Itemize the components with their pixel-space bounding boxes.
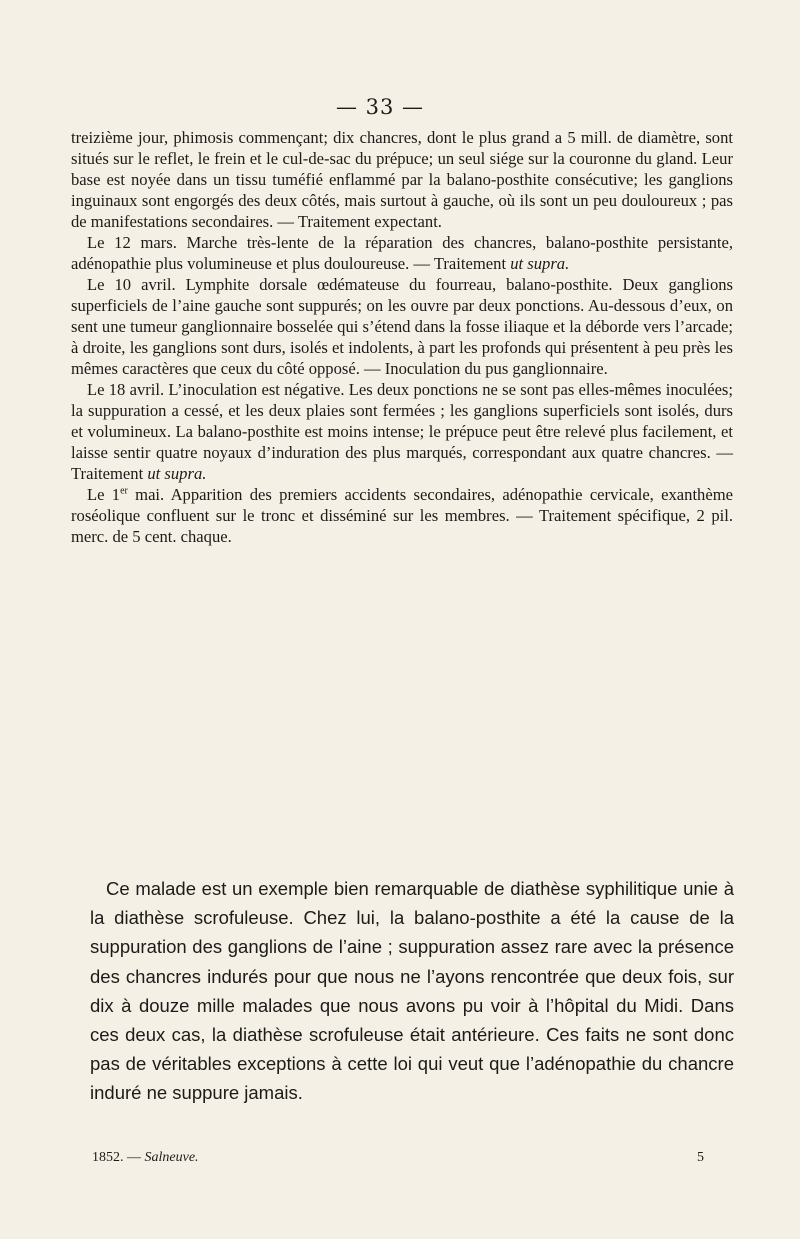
case-report [71, 127, 733, 547]
italic-ut-supra: ut supra. [510, 254, 570, 273]
footer-signature [92, 1150, 199, 1166]
ordinal-superscript: er [120, 485, 128, 497]
date-prefix: Le 1 [87, 485, 121, 504]
footer-year: 1852. — [92, 1150, 141, 1165]
footer-author: Salneuve. [144, 1150, 199, 1165]
paragraph-text: Le 18 avril. L’inoculation est négative. Les deux ponctions ne se sont pas elles-mêmes inoculées; la suppuration a cessé, et les deux plaies sont fermées ; les ganglions superficiels sont isolés, durs et volumineux. La balano-posthite est moins intense; le prépuce peut être relevé plus facilement, et laisse sentir quatre noyaux d’induration des plus marqués, correspondant aux quatre chancres. — Traitement [71, 380, 733, 483]
italic-ut-supra: ut supra. [147, 464, 207, 483]
commentary-paragraph: Ce malade est un exemple bien remarquable de diathèse syphilitique unie à la diathèse scrofuleuse. Chez lui, la balano-posthite a été la cause de la suppuration des ganglions de l’aine ; suppuration assez rare avec la présence des chancres indurés pour que nous ne l’ayons rencontrée que deux fois, sur dix à douze mille malades que nous avons pu voir à l’hôpital du Midi. Dans ces deux cas, la diathèse scrofuleuse était antérieure. Ces faits ne sont donc pas de véritables exceptions à cette loi qui veut que l’adénopathie du chancre induré ne suppure jamais. [90, 878, 734, 1104]
paragraph-continuation: treizième jour, phimosis commençant; dix chancres, dont le plus grand a 5 mill. de diamètre, sont situés sur le reflet, le frein et le cul-de-sac du prépuce; un seul siége sur la couronne du gland. Leur base est noyée dans un tissu tuméfié enflammé par la balano-posthite consécutive; les ganglions inguinaux sont engorgés des deux côtés, mais surtout à gauche, où ils sont un peu douloureux ; pas de manifestations secondaires. — Traitement expectant. [71, 128, 733, 231]
paragraph-1er-mai [71, 484, 733, 547]
commentary-block [90, 874, 734, 1108]
paragraph-text: mai. Apparition des premiers accidents secondaires, adénopathie cervicale, exanthème roséolique confluent sur le tronc et disséminé sur les membres. — Traitement spécifique, 2 pil. merc. de 5 cent. chaque. [71, 485, 733, 546]
paragraph-text: Le 12 mars. Marche très-lente de la réparation des chancres, balano-posthite persistante, adénopathie plus volumineuse et plus douloureuse. — Traitement [71, 233, 733, 273]
paragraph-12-mars [71, 232, 733, 274]
signature-mark: 5 [697, 1150, 704, 1165]
paragraph-18-avril [71, 379, 733, 484]
paragraph-10-avril: Le 10 avril. Lymphite dorsale œdémateuse du fourreau, balano-posthite. Deux ganglions superficiels de l’aine gauche sont suppurés; on les ouvre par deux ponctions. Au-dessous d’eux, on sent une tumeur ganglionnaire bosselée qui s’étend dans la fosse iliaque et la déborde vers l’arcade; à droite, les ganglions sont durs, isolés et indolents, à part les profonds qui présentent à peu près les mêmes caractères que ceux du côté opposé. — Inoculation du pus ganglionnaire. [71, 275, 733, 378]
page-number: — 33 — [335, 95, 425, 119]
